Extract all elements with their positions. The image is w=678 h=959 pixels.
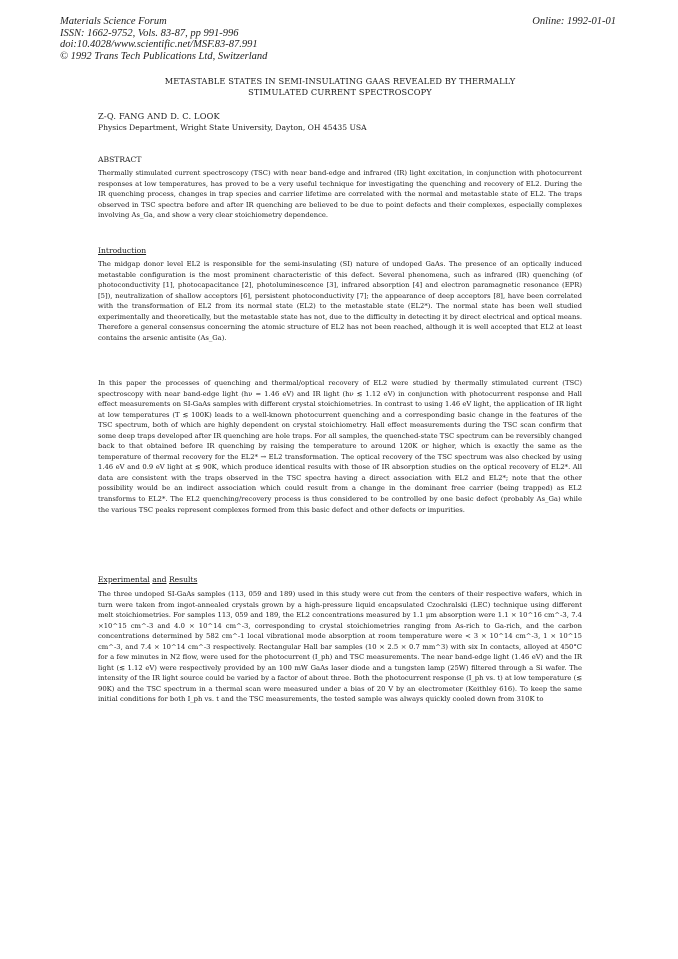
journal-header <box>60 16 616 62</box>
title-line-1: METASTABLE STATES IN SEMI-INSULATING GAAS REVEALED BY THERMALLY <box>164 76 516 86</box>
abstract-body <box>98 168 582 221</box>
intro-text-2: In this paper the processes of quenching and thermal/optical recovery of EL2 were studied by thermally stimulated current (TSC) spectroscopy with near band-edge light (hν = 1.46 eV) and IR light (hν ≲ 1.12 eV) in conjunction with photocurrent response and Hall effect measurements on SI-GaAs samples with different crystal stoichiometries. In contrast to using 1.46 eV light, the application of IR light at low temperatures (T ≲ 100K) leads to a well-known photocurrent quenching and a corresponding basic change in the features of the TSC spectrum, both of which are highly dependent on crystal stoichiometry. Hall effect measurements during the TSC scan confirm that some deep traps developed after IR quenching are hole traps. For all samples, the quenched-state TSC spectrum can be reversibly changed back to that obtained before IR quenching by raising the temperature to around 120K or higher, which is exactly the same as the temperature of thermal recovery for the EL2* → EL2 transformation. The optical recovery of the TSC spectrum was also checked by using 1.46 eV and 0.9 eV light at ≲ 90K, which produce identical results with those of IR absorption studies on the optical recovery of EL2*. All data are consistent with the traps observed in the TSC spectra having a direct association with EL2 and EL2*; note that the other possibility would be an indirect association which could result from a change in the dominant free carrier (being trapped) as EL2 transforms to EL2*. The EL2 quenching/recovery process is thus considered to be controlled by one basic defect (probably As_Ga) while the various TSC peaks represent complexes formed from this basic defect and other defects or impurities. <box>98 379 582 514</box>
copyright-line: © 1992 Trans Tech Publications Ltd, Switzerland <box>60 50 268 62</box>
affiliation: Physics Department, Wright State University, Dayton, OH 45435 USA <box>98 123 367 132</box>
introduction-heading: Introduction <box>98 246 147 255</box>
abstract-text: Thermally stimulated current spectroscopy (TSC) with near band-edge and infrared (IR) light excitation, in conjunction with photocurrent responses at low temperatures, has proved to be a very useful technique for investigating the quenching and recovery of EL2. During the IR quenching process, changes in trap species and carrier lifetime are correlated with the normal and metastable state of EL2. The traps observed in TSC spectra before and after IR quenching are believed to be due to point defects and their complexes, especially complexes involving As_Ga, and show a very clear stoichiometry dependence. <box>98 169 582 220</box>
experimental-text-1: The three undoped SI-GaAs samples (113, 059 and 189) used in this study were cut from the centers of their respective wafers, which in turn were taken from ingot-annealed crystals grown by a high-pressure liquid encapsulated Czochralski (LEC) technique using different melt stoichiometries. For samples 113, 059 and 189, the EL2 concentrations measured by 1.1 μm absorption were 1.1 × 10^16 cm^-3, 7.4 ×10^15 cm^-3 and 4.0 × 10^14 cm^-3, corresponding to crystal stoichiometries ranging from As-rich to Ga-rich, and the carbon concentrations determined by 582 cm^-1 local vibrational mode absorption at room temperature were < 3 × 10^14 cm^-3, 1 × 10^15 cm^-3, and 7.4 × 10^14 cm^-3 respectively. Rectangular Hall bar samples (10 × 2.5 × 0.7 mm^3) with six In contacts, alloyed at 450°C for a few minutes in N2 flow, were used for the photocurrent (I_ph) and TSC measurements. The near band-edge light (1.46 eV) and the IR light (≲ 1.12 eV) were respectively provided by an 100 mW GaAs laser diode and a tungsten lamp (25W) filtered through a Si wafer. The intensity of the IR light source could be varied by a factor of about three. Both the photocurrent response (I_ph vs. t) at low temperature (≲ 90K) and the TSC spectrum in a thermal scan were measured under a bias of 20 V by an electrometer (Keithley 616). To keep the same initial conditions for both I_ph vs. t and the TSC measurements, the tested sample was always quickly cooled down from 310K to <box>98 590 582 704</box>
experimental-paragraph-1 <box>98 589 582 705</box>
intro-text-1: The midgap donor level EL2 is responsible for the semi-insulating (SI) nature of undoped GaAs. The presence of an optically induced metastable configuration is the most prominent characteristic of this defect. Several phenomena, such as infrared (IR) quenching (of photoconductivity [1], photocapacitance [2], photoluminescence [3], infrared absorption [4] and electron paramagnetic resonance (EPR) [5]), neutralization of shallow acceptors [6], persistent photoconductivity [7]; the appearance of deep acceptors [8], have been correlated with the transformation of EL2 from its normal state (EL2) to the metastable state (EL2*). The normal state has been well studied experimentally and theoretically, but the metastable state has not, due to the difficulty in detecting it by direct electrical and optical means. Therefore a general consensus concerning the atomic structure of EL2 has not been reached, although it is well accepted that EL2 at least contains the arsenic antisite (As_Ga). <box>98 260 582 342</box>
experimental-heading-b: Results <box>168 575 198 584</box>
title-line-2: STIMULATED CURRENT SPECTROSCOPY <box>248 87 432 97</box>
experimental-heading <box>98 575 197 584</box>
experimental-heading-and: and <box>152 575 167 584</box>
introduction-paragraph-1 <box>98 259 582 343</box>
abstract-heading: ABSTRACT <box>98 155 142 164</box>
paper-title <box>60 76 620 98</box>
introduction-paragraph-2 <box>98 378 582 515</box>
experimental-heading-a: Experimental <box>98 575 150 584</box>
journal-name: Materials Science Forum <box>60 16 167 27</box>
doi-line: doi:10.4028/www.scientific.net/MSF.83-87.991 <box>60 39 258 51</box>
issn-line: ISSN: 1662-9752, Vols. 83-87, pp 991-996 <box>60 27 239 39</box>
authors: Z-Q. FANG AND D. C. LOOK <box>98 111 220 121</box>
online-date: Online: 1992-01-01 <box>532 16 616 27</box>
